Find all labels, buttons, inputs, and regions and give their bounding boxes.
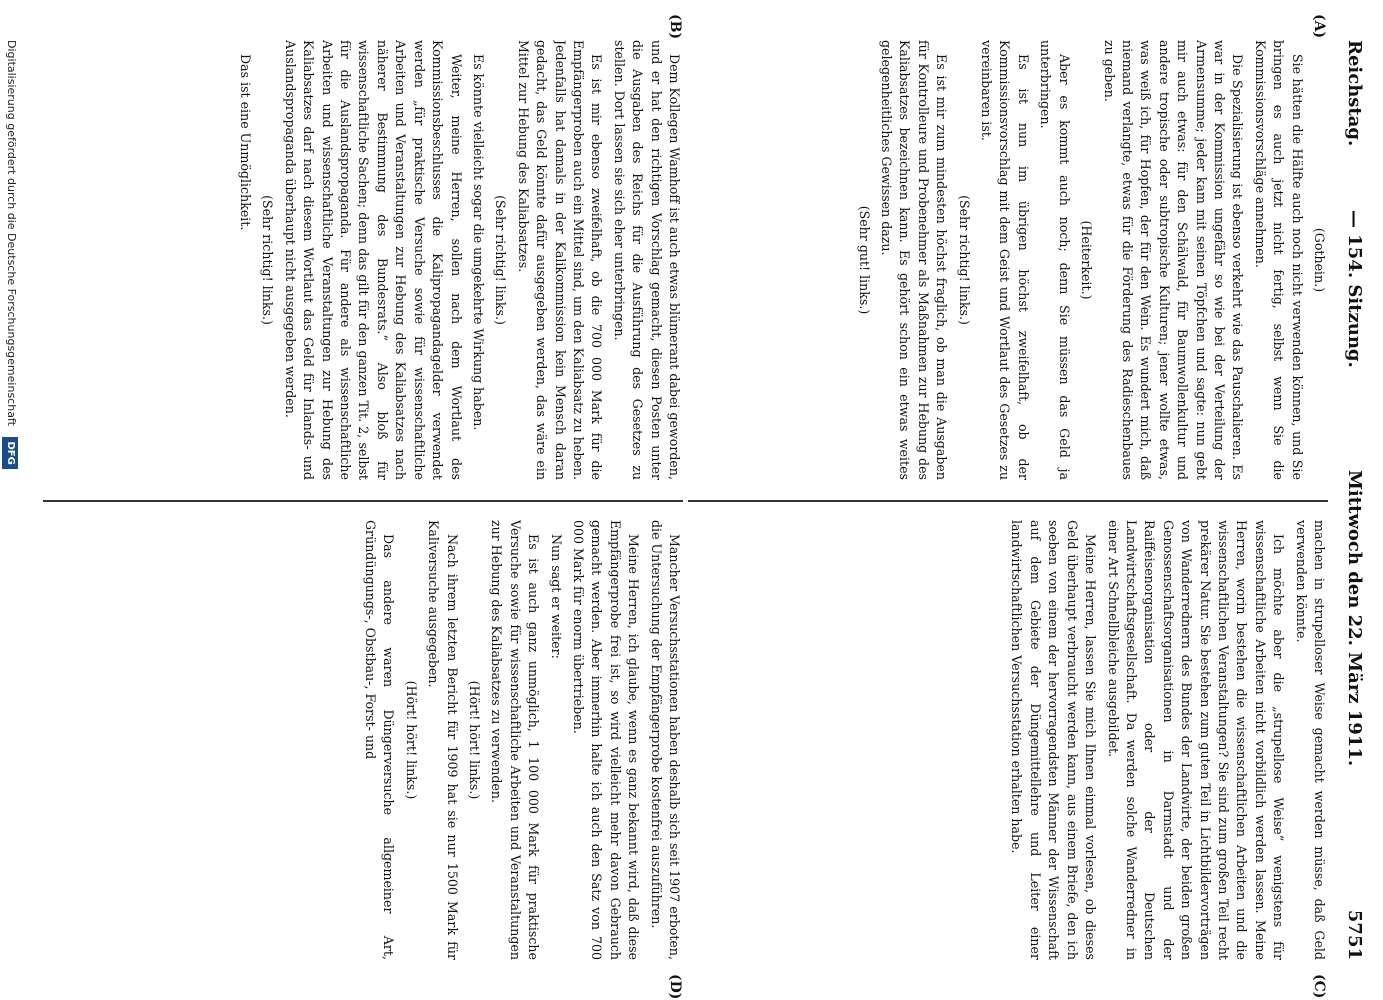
remark: (Sehr richtig! links.) xyxy=(260,195,276,325)
paragraph: Aber es kommt auch noch; denn Sie müssen das Geld ja unterbringen. xyxy=(1038,40,1072,480)
remark: (Sehr gut! links.) xyxy=(856,205,872,315)
paragraph: Meine Herren, lassen Sie mich Ihnen einmal vorlesen, ob dieses Geld überhaupt verbraucht werden kann, aus einem Briefe, den ich soeben von einem der hervorragendsten Männer der Wissenschaft auf dem Gebiete der Düngemittellehre und Leiter einer landwirtschaftlichen Versuchsstation erhalten habe. xyxy=(1009,520,1099,960)
paragraph: Das andere waren Düngerversuche allgemeiner Art, Gründüngungs-, Obstbau-, Forst- und xyxy=(362,520,397,960)
header-reichstag: Reichstag. xyxy=(1344,40,1365,147)
footer-text: Digitalisierung gefördert durch die Deutsche Forschungsgemeinschaft xyxy=(5,40,18,426)
remark: (Hört! hört! links.) xyxy=(466,680,482,800)
margin-marker-c: (C) xyxy=(1311,974,1327,999)
dfg-logo: DFG xyxy=(2,437,18,468)
paragraph: Es ist mir ebenso zweifelhaft, ob die 700 000 Mark für die Empfängerproben auch ein Mittel sind, um den Kaliabsatz zu heben. Jedenfalls hat damals in der Kalikommission kein Mensch daran gedacht, das Geld könnte dafür ausgegeben werden, das wäre ein Mittel zur Hebung des Kaliabsatzes. xyxy=(515,40,605,480)
page-header xyxy=(1339,40,1369,960)
remark: (Heiterkeit.) xyxy=(1079,220,1095,300)
paragraph: Sie hätten die Hälfte auch noch nicht verwenden können, und Sie bringen es auch jetzt nicht fertig, selbst wenn Sie die Kommissionsvorschläge annehmen. xyxy=(1252,40,1305,480)
paragraph: Das ist eine Unmöglichkeit. xyxy=(238,54,254,231)
remark: (Sehr richtig! links.) xyxy=(493,195,509,325)
digitization-footer xyxy=(0,0,22,1000)
left-column-bottom xyxy=(43,40,683,480)
paragraph: Meine Herren, ich glaube, wenn es ganz bekannt wird, daß diese Empfängerprobe frei ist, so wird vielleicht mehr davon Gebrauch gemacht werden. Aber immerhin halte ich auch den Satz von 700 000 Mark für enorm übertrieben. xyxy=(570,520,642,960)
column-divider xyxy=(688,500,1328,502)
paragraph: Die Spezialisierung ist ebenso verkehrt wie das Pauschalieren. Es war in der Kommission ungefähr so wie bei der Verteilung der Armensumme; jeder kam mit seinen Töpfchen und sagte: nun gebt mir auch etwas: für den Schälwald, für Baumwollenkultur und andere tropische oder subtropische Kulturen; jener wollte etwas, was weiß ich, für Hopfen, der für den Wein. Es wundert mich, daß niemand verlangte, etwas für die Förderung des Radieschenbaues zu geben. xyxy=(1101,40,1246,480)
remark: (Hört! hört! links.) xyxy=(403,680,419,800)
left-column-top xyxy=(688,40,1328,480)
column-divider xyxy=(43,500,683,502)
margin-marker-b: (B) xyxy=(667,14,683,40)
paragraph: Nach ihrem letzten Bericht für 1909 hat sie nur 1500 Mark für Kaliversuche ausgegeben. xyxy=(426,520,460,960)
paragraph: Nun sagt er weiter: xyxy=(548,534,564,659)
right-column-top xyxy=(688,520,1328,960)
remark: (Sehr richtig! links.) xyxy=(956,195,972,325)
paragraph: Es ist nun im übrigen höchst zweifelhaft, ob der Kommissionsvorschlag mit dem Geist und Wortlaut des Gesetzes zu vereinbaren ist. xyxy=(979,40,1031,480)
paragraph: machen in strupelloser Weise gemacht werden müsse, daß Geld verwenden könnte. xyxy=(1293,520,1327,960)
paragraph: Weiter, meine Herren, sollen nach dem Wortlaut des Kommissionsbeschlusses die Kalipropagandagelder verwendet werden „für praktische Versuche sowie für wissenschaftliche Arbeiten und Veranstaltungen zur Hebung des Kaliabsatzes nach näherer Bestimmung des Bundesrats.“ Also bloß für wissenschaftliche Sachen; denn das gilt für den ganzen Tit. 2, selbst für die Auslandspropaganda. Für andere als wissenschaftliche Arbeiten und wissenschaftliche Veranstaltungen zur Hebung des Kaliabsatzes darf nach diesem Wortlaut das Geld für Inlands- und Auslandspropaganda überhaupt nicht ausgegeben werden. xyxy=(282,40,464,480)
margin-marker-a: (A) xyxy=(1311,14,1327,39)
header-page-number: 5751 xyxy=(1344,909,1365,960)
speaker-note: (Gothein.) xyxy=(1312,227,1327,293)
paragraph: Dem Kollegen Wamhoff ist auch etwas blümerant dabei geworden, und er hat den richtigen Vorschlag gemacht, diesen Posten unter die Ausgaben des Reichs für die Ausführung des Gesetzes zu stellen. Dort lassen sie sich eher unterbringen. xyxy=(611,40,682,480)
header-date: Mittwoch den 22. März 1911. xyxy=(1344,470,1365,767)
paragraph: Es ist auch ganz unmöglich, 1 100 000 Mark für praktische Versuche sowie für wissenschaftliche Arbeiten und Veranstaltungen zur Hebung des Kaliabsatzes zu verwenden. xyxy=(489,520,542,960)
paragraph: Es ist mir zum mindesten höchst fraglich, ob man die Ausgaben für Kontrolleure und Probenehmer als Maßnahmen zur Hebung des Kaliabsatzes bezeichnen kann. Es gehört schon ein etwas weites gelegenheitliches Gewissen dazu. xyxy=(879,40,950,480)
paragraph: Ich möchte aber die „strupellose Weise“ wenigstens für wissenschaftliche Arbeiten nicht vorbildlich werden lassen. Meine Herren, worin bestehen die wissenschaftlichen Arbeiten und die wissenschaftlichen Veranstaltungen? Sie sind zum großen Teil recht prekärer Natur. Sie bestehen zum guten Teil in Lichtbildervorträgen von Wanderrednern des Bundes der Landwirte, der beiden großen Genossenschaftsorganisationen in Darmstadt und der Raiffeisenorganisation oder der Deutschen Landwirtschaftsgesellschaft. Da werden solche Wanderredner in einer Art Schnellbleiche ausgebildet. xyxy=(1105,520,1287,960)
margin-marker-d: (D) xyxy=(667,974,683,1000)
paragraph: Es könnte vielleicht sogar die umgekehrte Wirkung haben. xyxy=(470,54,486,431)
right-column-bottom xyxy=(43,520,683,960)
header-session: — 154. Sitzung. xyxy=(1344,210,1365,368)
paragraph: Mancher Versuchsstationen haben deshalb sich seit 1907 erboten, die Untersuchung der Empfängerprobe kostenfrei auszuführen. xyxy=(648,520,682,960)
